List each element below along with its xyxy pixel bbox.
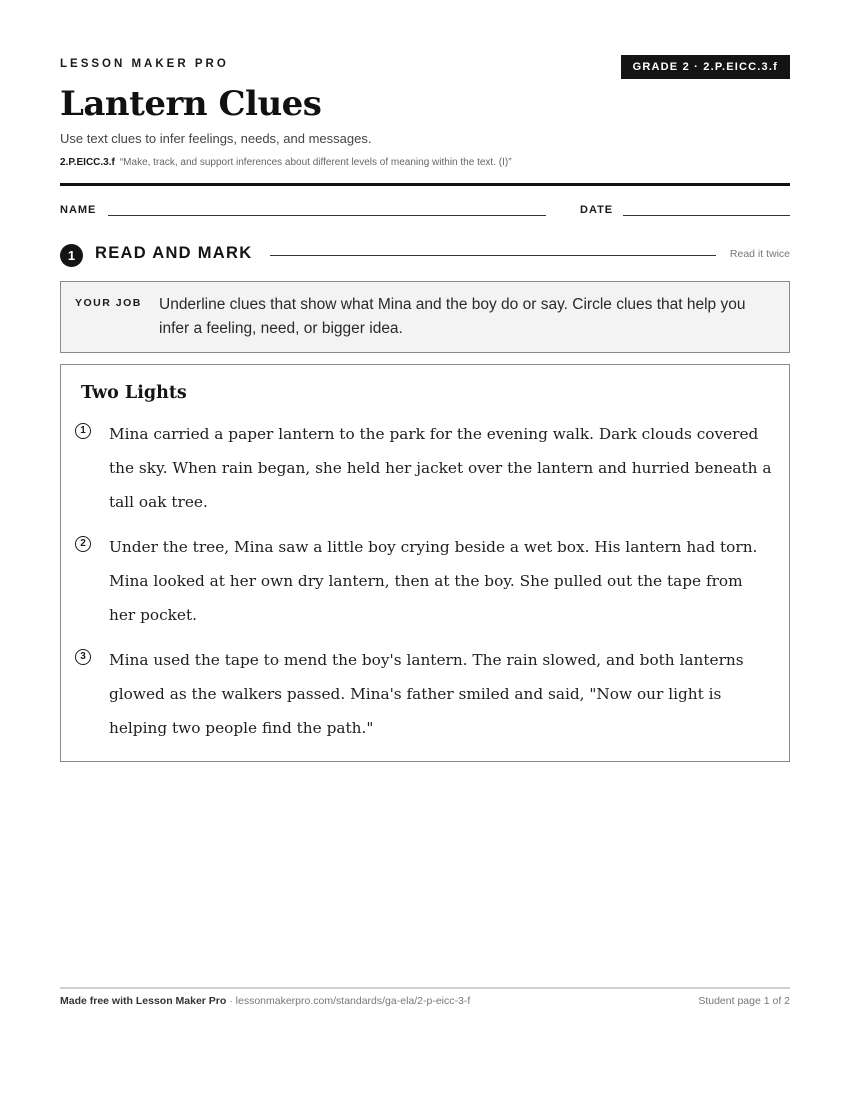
page-subtitle: Use text clues to infer feelings, needs, and messages. [60, 131, 372, 146]
name-label: NAME [60, 204, 97, 216]
story-box [60, 364, 790, 762]
standard-code: 2.P.EICC.3.f [60, 157, 115, 168]
section-divider [270, 255, 716, 256]
footer-divider [60, 987, 790, 989]
paragraph-text-1: Mina carried a paper lantern to the park for the evening walk. Dark clouds covered the sky. When rain began, she held her jacket over the lantern and hurried beneath a tall oak tree. [109, 425, 772, 511]
paragraph-number-2: 2 [75, 536, 91, 552]
paragraph-text-3: Mina used the tape to mend the boy's lantern. The rain slowed, and both lanterns glowed as the walkers passed. Mina's father smiled and said, "Now our light is helping two people find the path." [109, 651, 744, 737]
your-job-instructions: Underline clues that show what Mina and the boy do or say. Circle clues that help you infer a feeling, need, or bigger idea. [159, 296, 746, 337]
footer-made-with: Made free with Lesson Maker Pro [60, 995, 227, 1007]
section-number-badge: 1 [60, 244, 83, 267]
section-header [60, 243, 790, 267]
header-divider [60, 183, 790, 186]
grade-badge: GRADE 2 · 2.P.EICC.3.f [621, 55, 790, 79]
your-job-box [60, 281, 790, 353]
footer-separator: · [226, 995, 236, 1007]
name-field[interactable] [108, 215, 546, 216]
story-title: Two Lights [81, 383, 187, 403]
footer-credit [60, 995, 470, 1007]
section-title: READ AND MARK [95, 244, 253, 262]
your-job-label: YOUR JOB [75, 297, 142, 309]
brand-name: LESSON MAKER PRO [60, 58, 229, 70]
student-info-row [60, 203, 790, 219]
date-field[interactable] [623, 215, 790, 216]
footer-page-number: Student page 1 of 2 [698, 995, 790, 1007]
date-label: DATE [580, 204, 614, 216]
standard-line [60, 157, 512, 168]
paragraph-number-1: 1 [75, 423, 91, 439]
paragraph-text-2: Under the tree, Mina saw a little boy crying beside a wet box. His lantern had torn. Mina looked at her own dry lantern, then at the boy. She pulled out the tape from her pocket. [109, 538, 758, 624]
footer-url-link[interactable]: lessonmakerpro.com/standards/ga-ela/2-p-eicc-3-f [235, 995, 471, 1007]
section-note: Read it twice [729, 248, 790, 260]
paragraph-number-3: 3 [75, 649, 91, 665]
standard-text: “Make, track, and support inferences about different levels of meaning within the text. (I)” [119, 157, 512, 168]
page-title: Lantern Clues [60, 84, 322, 124]
